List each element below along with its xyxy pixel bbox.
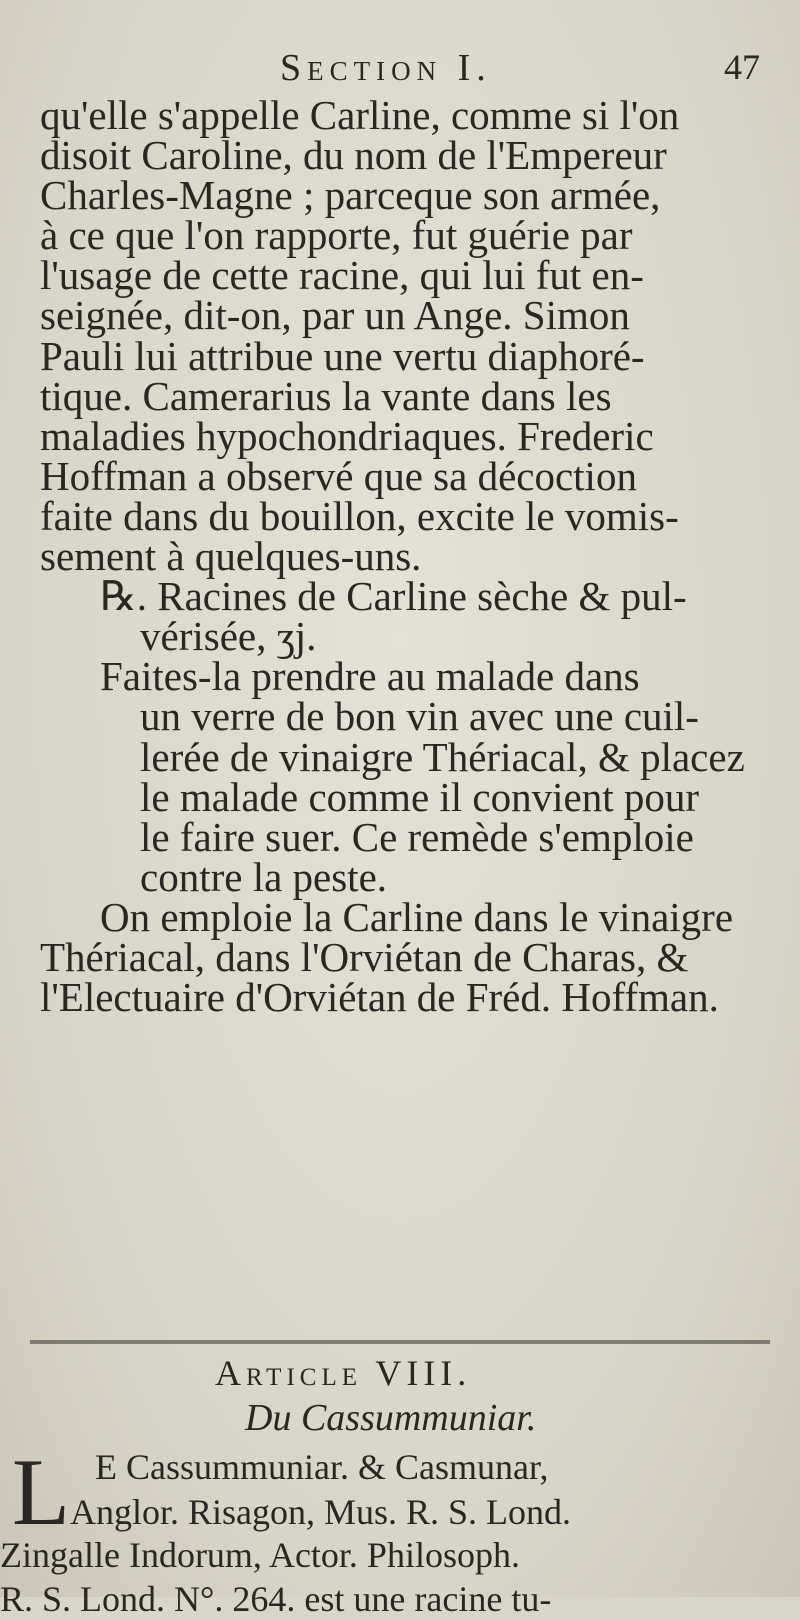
recipe-line: vérisée, ʒj. xyxy=(140,613,317,660)
article-line: E Cassummuniar. & Casmunar, xyxy=(95,1447,549,1487)
recipe-line: le faire suer. Ce remède s'emploie xyxy=(140,813,694,860)
recipe-line: un verre de bon vin avec une cuil- xyxy=(140,693,699,740)
text-line: seignée, dit-on, par un Ange. Simon xyxy=(40,292,630,339)
page-number: 47 xyxy=(724,47,760,87)
recipe-line: lerée de vinaigre Thériacal, & placez xyxy=(140,733,745,780)
text-line: On emploie la Carline dans le vinaigre xyxy=(100,893,734,940)
article-line: Anglor. Risagon, Mus. R. S. Lond. xyxy=(70,1492,572,1532)
drop-cap: L xyxy=(12,1439,71,1545)
text-line: qu'elle s'appelle Carline, comme si l'on xyxy=(40,92,680,138)
text-line: à ce que l'on rapporte, fut guérie par xyxy=(40,212,633,259)
article-line: R. S. Lond. N°. 264. est une racine tu- xyxy=(0,1579,552,1619)
article-subtitle: Du Cassummuniar. xyxy=(245,1397,537,1439)
text-line: disoit Caroline, du nom de l'Empereur xyxy=(40,132,667,179)
text-line: Pauli lui attribue une vertu diaphoré- xyxy=(40,332,645,379)
recipe-line: contre la peste. xyxy=(140,853,388,900)
text-line: sement à quelques-uns. xyxy=(40,533,422,580)
article-title: Article VIII. xyxy=(215,1353,472,1393)
text-line: Charles-Magne ; parceque son armée, xyxy=(40,172,661,219)
text-line: l'usage de cette racine, qui lui fut en- xyxy=(40,252,644,299)
text-line: faite dans du bouillon, excite le vomis- xyxy=(40,492,679,539)
recipe-line: Faites-la prendre au malade dans xyxy=(100,653,640,700)
text-line: Hoffman a observé que sa décoction xyxy=(40,452,637,499)
text-line: Thériacal, dans l'Orviétan de Charas, & xyxy=(40,933,689,980)
body-text xyxy=(40,92,780,1021)
section-divider xyxy=(30,1340,770,1344)
running-head: Section I. xyxy=(280,47,492,89)
text-line: tique. Camerarius la vante dans les xyxy=(40,372,612,419)
recipe-line: le malade comme il convient pour xyxy=(140,773,700,820)
text-line: l'Electuaire d'Orviétan de Fréd. Hoffman. xyxy=(40,974,719,1021)
text-line: maladies hypochondriaques. Frederic xyxy=(40,412,654,459)
article-line: Zingalle Indorum, Actor. Philosoph. xyxy=(0,1535,520,1575)
recipe-line: ℞. Racines de Carline sèche & pul- xyxy=(100,573,687,620)
